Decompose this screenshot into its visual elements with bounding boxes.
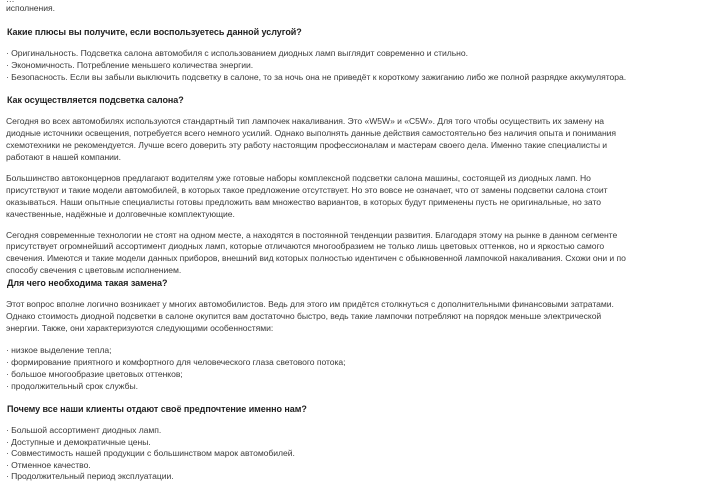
paragraph-line: присутствуют и такие модели автомобилей, в которых такое предложение отсутствует. Но это вовсе не означает, что от замены подсветки салона стоит — [6, 185, 608, 195]
section-heading-why-us: Почему все наши клиенты отдают своё предпочтение именно нам? — [7, 404, 307, 414]
paragraph-line: Сегодня современные технологии не стоят на одном месте, а находятся в постоянной тенденции развития. Благодаря этому на рынке в данном сегменте — [6, 230, 618, 240]
list-item: · Отменное качество. — [6, 460, 91, 470]
paragraph-line: оказываться. Наши опытные специалисты готовы предложить вам множество вариантов, в которых будут применены пусть не оригинальные, но зато — [6, 197, 601, 207]
section-heading-benefits: Какие плюсы вы получите, если воспользуетесь данной услугой? — [7, 27, 302, 37]
paragraph-line: Этот вопрос вполне логично возникает у многих автомобилистов. Ведь для этого им придётся столкнуться с дополнительными финансовыми затратами. — [6, 299, 614, 309]
list-item: · Совместимость нашей продукции с большинством марок автомобилей. — [6, 448, 295, 458]
list-item: · низкое выделение тепла; — [6, 345, 112, 355]
list-item: · Большой ассортимент диодных ламп. — [6, 425, 162, 435]
paragraph-line: схемотехники не рекомендуется. Лучше всего доверить эту работу настоящим профессионалам и мастерам своего дела. Именно такие специалисты и — [6, 140, 608, 150]
paragraph-line: присутствует огромнейший ассортимент диодных ламп, которые отличаются многообразием не только лишь цветовых оттенков, но и яркостью самого — [6, 241, 605, 251]
paragraph-line: способу свечения с цветовым исполнением. — [6, 265, 182, 275]
list-item: · Продолжительный период эксплуатации. — [6, 471, 174, 481]
section-heading-how: Как осуществляется подсветка салона? — [7, 95, 184, 105]
paragraph-line: работают в нашей компании. — [6, 152, 122, 162]
list-item: · Безопасность. Если вы забыли выключить подсветку в салоне, то за ночь она не приведёт к короткому зажиганию либо же полной разрядке аккумулятора. — [6, 72, 627, 82]
paragraph-line: диодные источники освещения, потребуется всего немного усилий. Однако выполнять данные действия самостоятельно без наличия опыта и понимания — [6, 128, 616, 138]
list-item: · Доступные и демократичные цены. — [6, 437, 151, 447]
paragraph-line: свечения. Имеются и такие модели данных приборов, внешний вид которых полностью идентичен с обыкновенной лампочкой накаливания. Схожи они и по — [6, 253, 626, 263]
section-heading-why-replace: Для чего необходима такая замена? — [7, 278, 168, 288]
list-item: · Оригинальность. Подсветка салона автомобиля с использованием диодных ламп выглядит современно и стильно. — [6, 48, 468, 58]
list-item: · продолжительный срок службы. — [6, 381, 138, 391]
paragraph-line: Сегодня во всех автомобилях используются стандартный тип лампочек накаливания. Это «W5W» и «C5W». Для того чтобы осуществить их замену на — [6, 116, 604, 126]
paragraph-line: энергии. Также, они характеризуются следующими особенностями: — [6, 323, 274, 333]
paragraph-line: Однако стоимость диодной подсветки в салоне окупится вам достаточно быстро, ведь такие лампочки потребляют на порядок меньше электрической — [6, 311, 602, 321]
intro-tail: исполнения. — [6, 3, 55, 13]
list-item: · большое многообразие цветовых оттенков; — [6, 369, 183, 379]
list-item: · Экономичность. Потребление меньшего количества энергии. — [6, 60, 254, 70]
paragraph-line: Большинство автоконцернов предлагают водителям уже готовые наборы комплексной подсветки салона машины, состоящей из диодных ламп. Но — [6, 173, 591, 183]
list-item: · формирование приятного и комфортного для человеческого глаза светового потока; — [6, 357, 346, 367]
paragraph-line: качественные, надёжные и долговечные комплектующие. — [6, 209, 235, 219]
